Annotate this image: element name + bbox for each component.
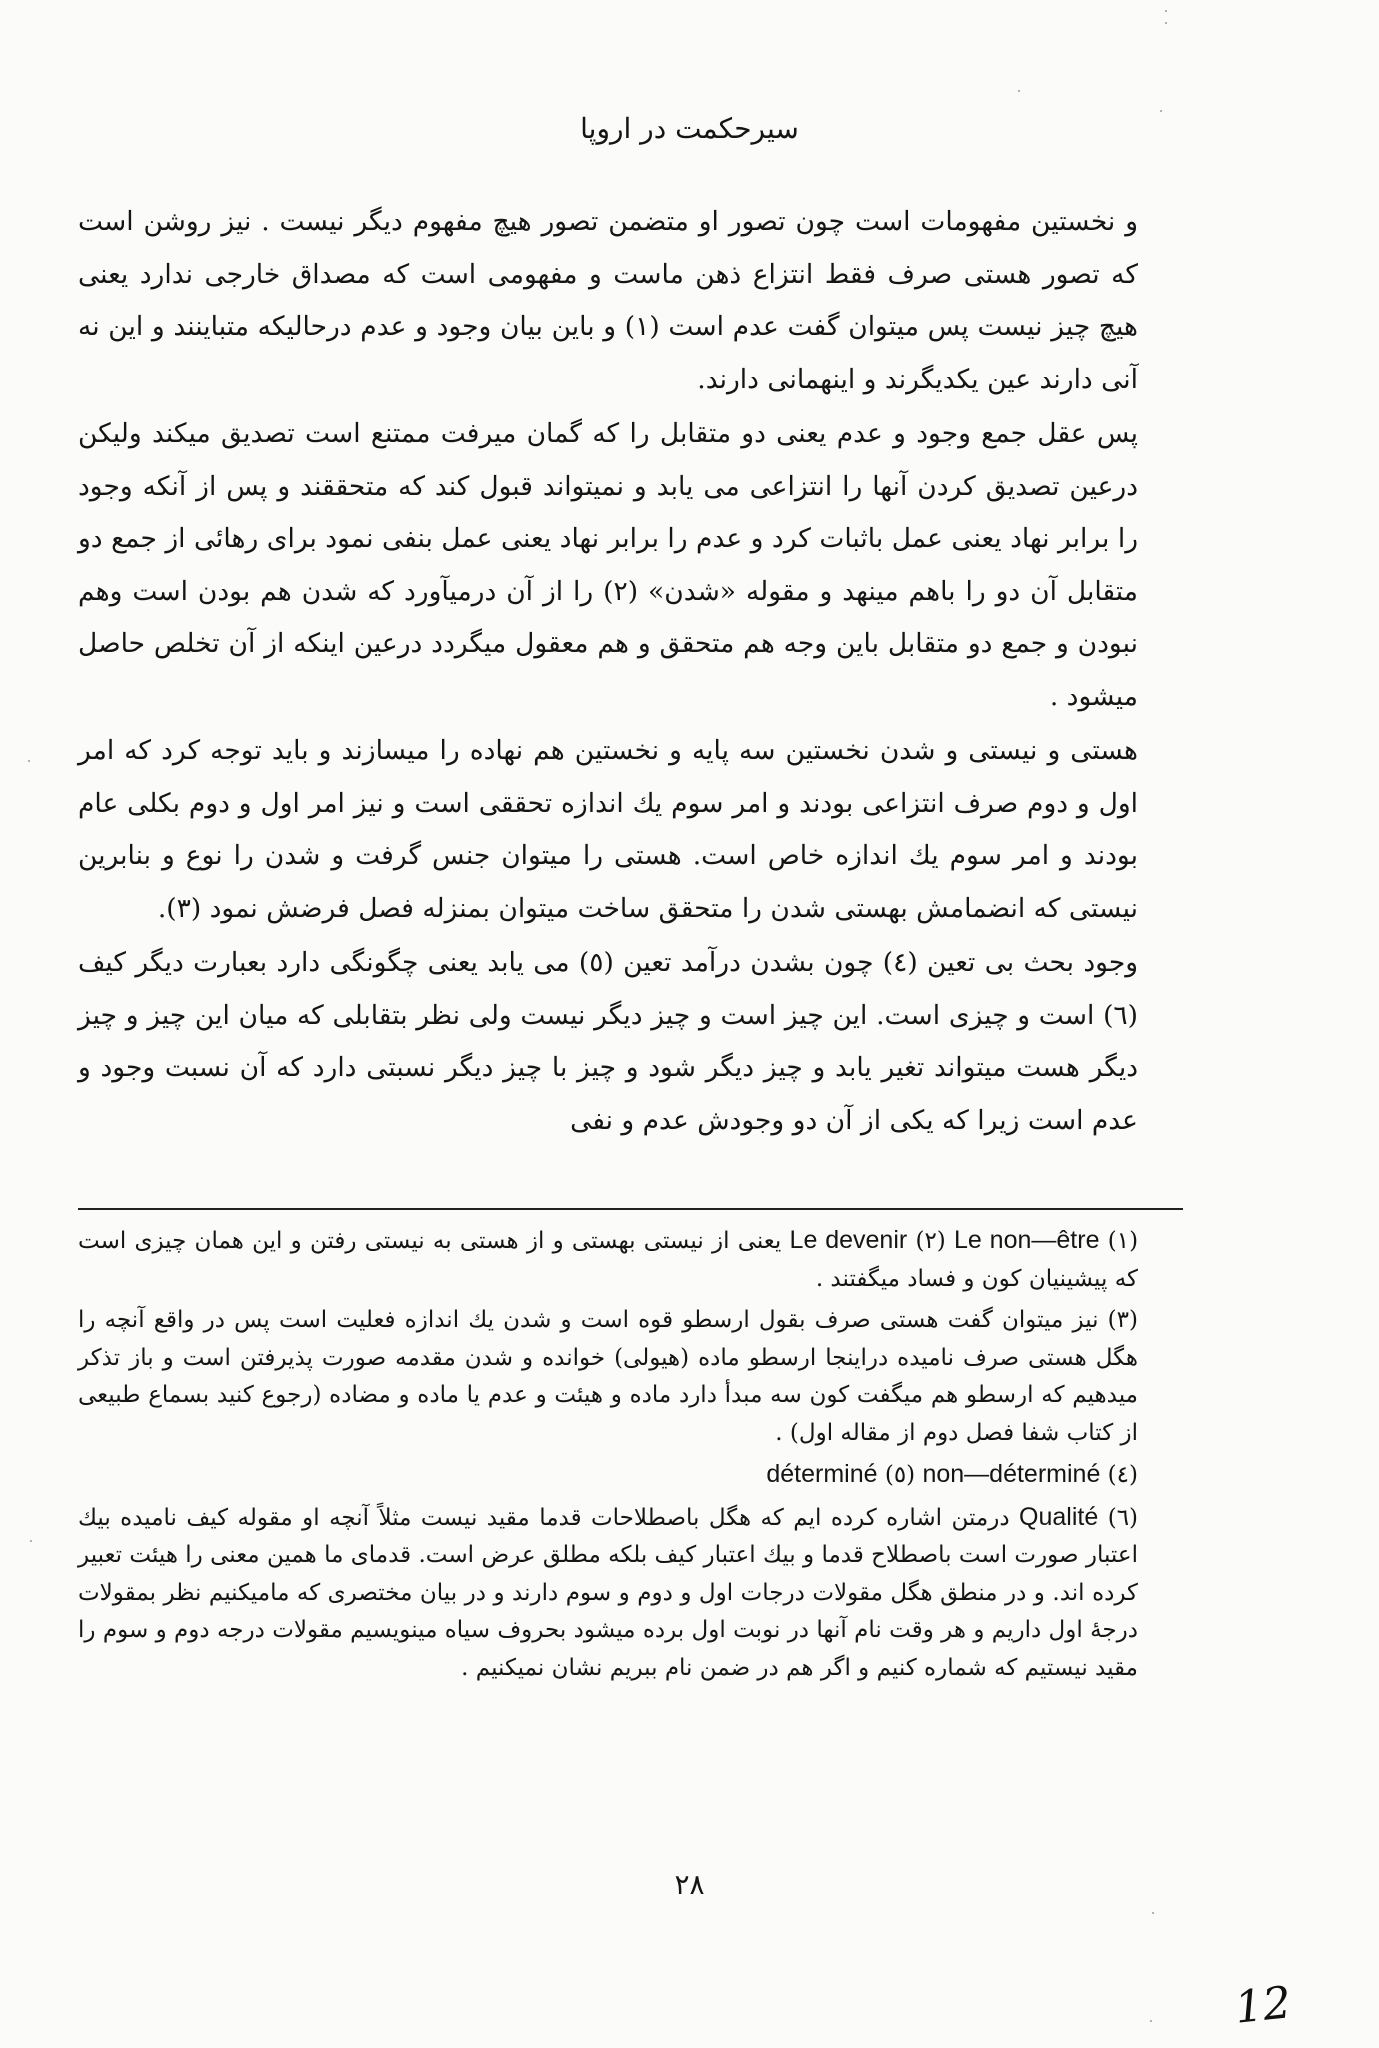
paragraph-1: و نخستین مفهومات است چون تصور او متضمن تصور هیچ مفهوم دیگر نیست . نیز روشن است که تصور هستی صرف فقط انتزاع ذهن ماست و مفهومی است که مصداق خارجی ندارد یعنی هیچ چیز نیست پس میتوان گفت عدم است (۱) و باین بیان وجود و عدم درحالیکه متباینند و این نه آنی دارند عین یکدیگرند و اینهمانی دارند. (78, 206, 1138, 395)
footnote-3 (78, 1302, 1138, 1452)
handwritten-folio-number: 12 (1232, 1977, 1294, 2034)
scan-speck (28, 760, 30, 762)
page-number: ۲۸ (674, 1868, 705, 1901)
footnote-6 (78, 1499, 1138, 1688)
latin-term: Le non—être (954, 1226, 1100, 1254)
footnotes (78, 1222, 1138, 1691)
scan-speck (1165, 22, 1167, 24)
latin-term: Le devenir (789, 1226, 908, 1254)
footnote-mark: (۱) (1107, 1228, 1139, 1254)
paragraph-4: وجود بحث بی تعین (٤) چون بشدن درآمد تعین (٥) می یابد یعنی چگونگی دارد بعبارت دیگر کیف (٦) است و چیزی است. این چیز است و چیز دیگر نیست ولی نظر بتقابلی که میان این چیز و چیز دیگر هست میتواند تغیر یابد و چیز دیگر شود و چیز با چیز دیگر نسبتی دارد که آن نسبت وجود و عدم است زیرا که یکی از آن دو وجودش عدم و نفی (78, 947, 1138, 1136)
scan-speck (1152, 1912, 1154, 1914)
running-header: سیرحکمت در اروپا (580, 112, 799, 145)
scan-speck (1160, 110, 1162, 112)
scan-speck (1018, 90, 1020, 92)
scan-speck (30, 1540, 32, 1542)
latin-term: Qualité (1019, 1502, 1099, 1531)
latin-term: déterminé (766, 1460, 878, 1488)
footnote-mark: (٦) (1107, 1504, 1139, 1531)
footnote-4-5 (78, 1456, 1138, 1495)
footnote-text: یعنی از نیستی بهستی و از هستی به نیستی رفتن و این همان چیزی است که پیشینیان کون و فساد میگفتند . (78, 1228, 1138, 1292)
footnote-mark: (٤) (1107, 1462, 1138, 1488)
footnote-mark: (٥) (884, 1462, 916, 1488)
main-text (78, 196, 1138, 1147)
scan-speck (1165, 10, 1167, 12)
paragraph-3: هستی و نیستی و شدن نخستین سه پایه و نخستین هم نهاده را میسازند و باید توجه کرد که امر اول و دوم صرف انتزاعی بودند و امر سوم یك اندازه تحققی است و نیز امر اول و دوم بکلی عام بودند و امر سوم یك اندازه خاص است. هستی را میتوان جنس گرفت و شدن را نوع و بنابرین نیستی که انضمامش بهستی شدن را متحقق ساخت میتوان بمنزله فصل فرضش نمود (۳). (78, 735, 1138, 924)
footnote-mark: (۳) (1107, 1307, 1138, 1333)
paragraph-2: پس عقل جمع وجود و عدم یعنی دو متقابل را که گمان میرفت ممتنع است تصدیق میکند ولیکن درعین تصدیق کردن آنها را انتزاعی می یابد و نمیتواند قبول کند که متحققند و پس از آنکه وجود را برابر نهاد یعنی عمل باثبات کرد و عدم را برابر نهاد یعنی عمل بنفی نمود برای رهائی از جمع دو متقابل آن دو را باهم مینهد و مقوله «شدن» (۲) را از آن درمیآورد که شدن هم بودن است وهم نبودن و جمع دو متقابل باین وجه هم متحقق و هم معقول میگردد درعین اینکه از آن تخلص حاصل میشود . (78, 418, 1138, 712)
footnote-mark: (۲) (915, 1228, 946, 1254)
footnote-1-2 (78, 1222, 1138, 1298)
footnote-text: درمتن اشاره کرده ایم که هگل باصطلاحات قدما مقید نیست مثلاً آنچه او مقوله کیف نامیده بیك اعتبار صورت است باصطلاح قدما و بیك اعتبار کیف بلکه مطلق عرض است. قدمای ما همین معنی را هیئت تعبیر کرده اند. و در منطق هگل مقولات درجات اول و دوم و سوم دارند و در بیان مختصری که مامیکنیم نظر بمقولات درجهٔ اول داریم و هر وقت نام آنها در نوبت اول برده میشود بحروف سیاه مینویسیم مقولات درجه دوم و سوم را مقید نیستیم که شماره کنیم و اگر هم در ضمن نام ببریم نشان نمیکنیم . (78, 1504, 1138, 1681)
footnote-text: نیز میتوان گفت هستی صرف بقول ارسطو قوه است و شدن یك اندازه فعلیت است پس در واقع آنچه را هگل هستی صرف نامیده دراینجا ارسطو ماده (هیولی) خوانده و شدن مقدمه صورت پذیرفتن است و باز تذکر میدهیم که ارسطو هم میگفت کون سه مبدأ دارد ماده و هیئت و عدم یا ماده و مضاده (رجوع کنید بسماع طبیعی از کتاب شفا فصل دوم از مقاله اول) . (78, 1307, 1138, 1446)
scan-speck (1150, 2020, 1152, 2022)
latin-term: non—déterminé (922, 1460, 1101, 1488)
footnote-divider (78, 1208, 1183, 1210)
